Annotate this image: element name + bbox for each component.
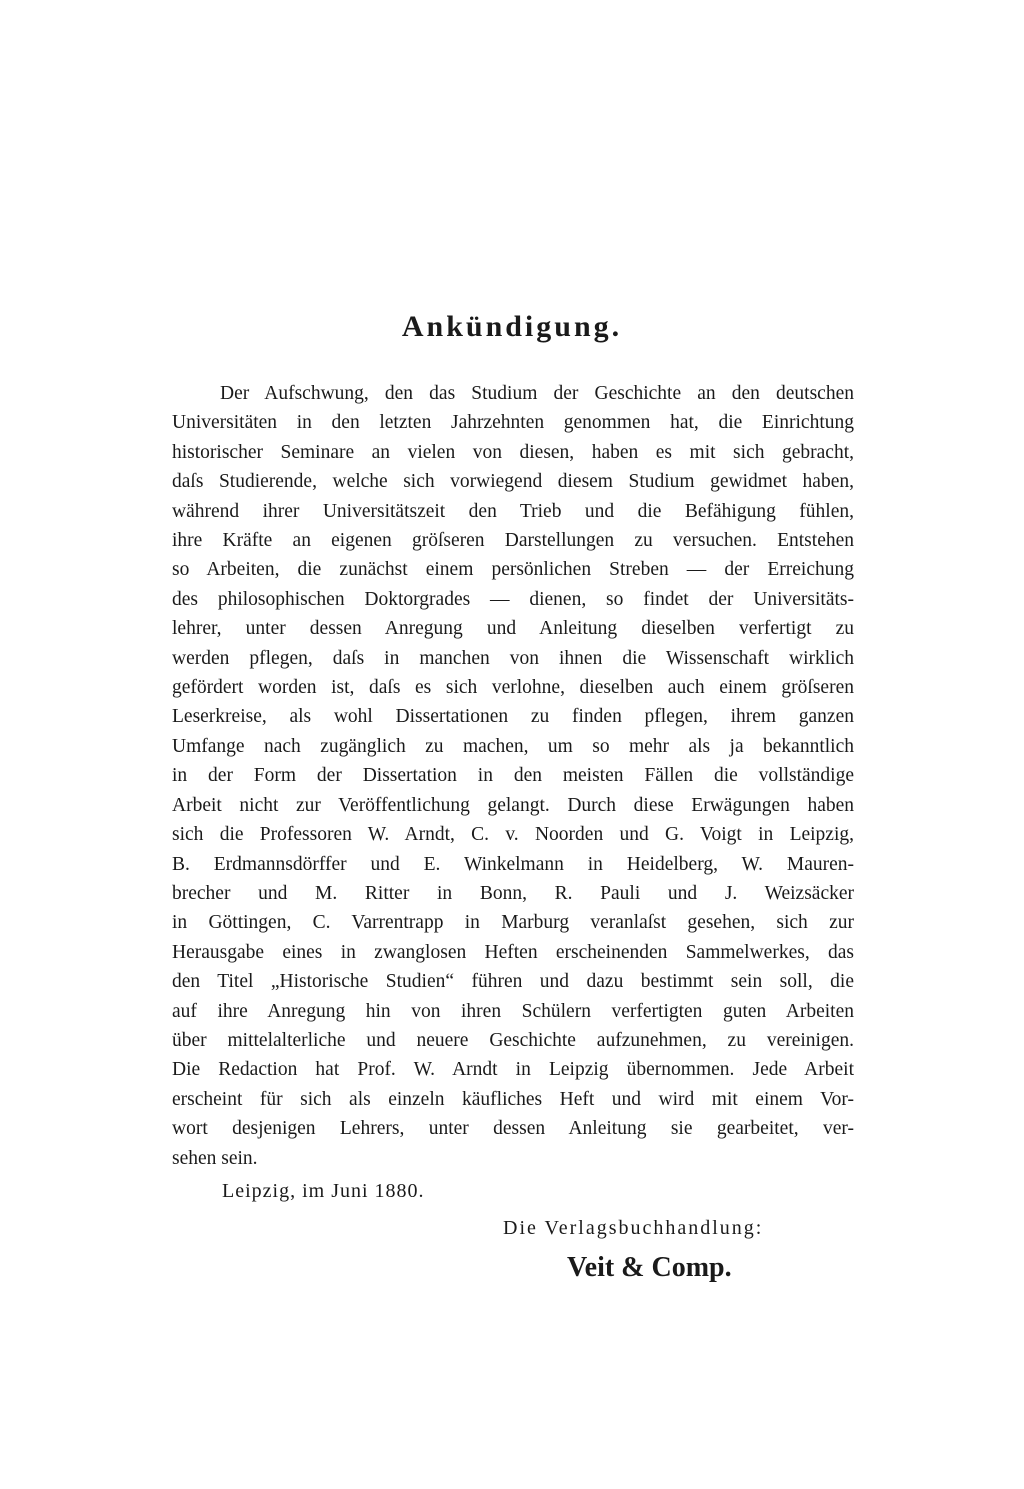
body-line: brecher und M. Ritter in Bonn, R. Pauli und J. Weizsäcker: [172, 882, 854, 904]
body-line: während ihrer Universitätszeit den Trieb und die Befähigung fühlen,: [172, 500, 854, 522]
announcement-body: [172, 379, 854, 1173]
body-line: Die Redaction hat Prof. W. Arndt in Leipzig übernommen. Jede Arbeit: [172, 1059, 854, 1081]
body-line: lehrer, unter dessen Anregung und Anleitung dieselben verfertigt zu: [172, 618, 854, 640]
body-line: so Arbeiten, die zunächst einem persönlichen Streben — der Erreichung: [172, 559, 854, 581]
body-line: auf ihre Anregung hin von ihren Schülern verfertigten guten Arbeiten: [172, 1000, 854, 1022]
body-line: sehen sein.: [172, 1147, 258, 1169]
body-line: den Titel „Historische Studien“ führen und dazu bestimmt sein soll, die: [172, 971, 854, 993]
body-line: wort desjenigen Lehrers, unter dessen Anleitung sie gearbeitet, ver-: [172, 1118, 854, 1140]
body-line: ihre Kräfte an eigenen gröſseren Darstellungen zu versuchen. Entstehen: [172, 530, 854, 552]
body-line: Leserkreise, als wohl Dissertationen zu finden pflegen, ihrem ganzen: [172, 706, 854, 728]
body-line: historischer Seminare an vielen von diesen, haben es mit sich gebracht,: [172, 441, 854, 463]
body-line: gefördert worden ist, daſs es sich verlohne, dieselben auch einem gröſseren: [172, 677, 854, 699]
body-line: Herausgabe eines in zwanglosen Heften erscheinenden Sammelwerkes, das: [172, 941, 854, 963]
body-line: sich die Professoren W. Arndt, C. v. Noorden und G. Voigt in Leipzig,: [172, 824, 854, 846]
body-line: B. Erdmannsdörffer und E. Winkelmann in Heidelberg, W. Mauren-: [172, 853, 854, 875]
publisher-name: Veit & Comp.: [567, 1252, 732, 1283]
body-line: Umfange nach zugänglich zu machen, um so mehr als ja bekanntlich: [172, 735, 854, 757]
body-line: des philosophischen Doktorgrades — dienen, so findet der Universitäts-: [172, 588, 854, 610]
body-line: über mittelalterliche und neuere Geschichte aufzunehmen, zu vereinigen.: [172, 1029, 854, 1051]
date-line: Leipzig, im Juni 1880.: [222, 1180, 425, 1202]
body-line: Der Aufschwung, den das Studium der Geschichte an den deutschen: [220, 383, 854, 404]
body-line: Arbeit nicht zur Veröffentlichung gelangt. Durch diese Erwägungen haben: [172, 794, 854, 816]
publisher-label: Die Verlagsbuchhandlung:: [503, 1217, 764, 1239]
body-line: Universitäten in den letzten Jahrzehnten genommen hat, die Einrichtung: [172, 412, 854, 434]
body-line: werden pflegen, daſs in manchen von ihnen die Wissenschaft wirklich: [172, 647, 854, 669]
body-line: in der Form der Dissertation in den meisten Fällen die vollständige: [172, 765, 854, 787]
body-line: erscheint für sich als einzeln käufliches Heft und wird mit einem Vor-: [172, 1088, 854, 1110]
page-title: Ankündigung.: [401, 310, 623, 343]
body-line: daſs Studierende, welche sich vorwiegend diesem Studium gewidmet haben,: [172, 471, 854, 493]
body-line: in Göttingen, C. Varrentrapp in Marburg veranlaſst gesehen, sich zur: [172, 912, 854, 934]
